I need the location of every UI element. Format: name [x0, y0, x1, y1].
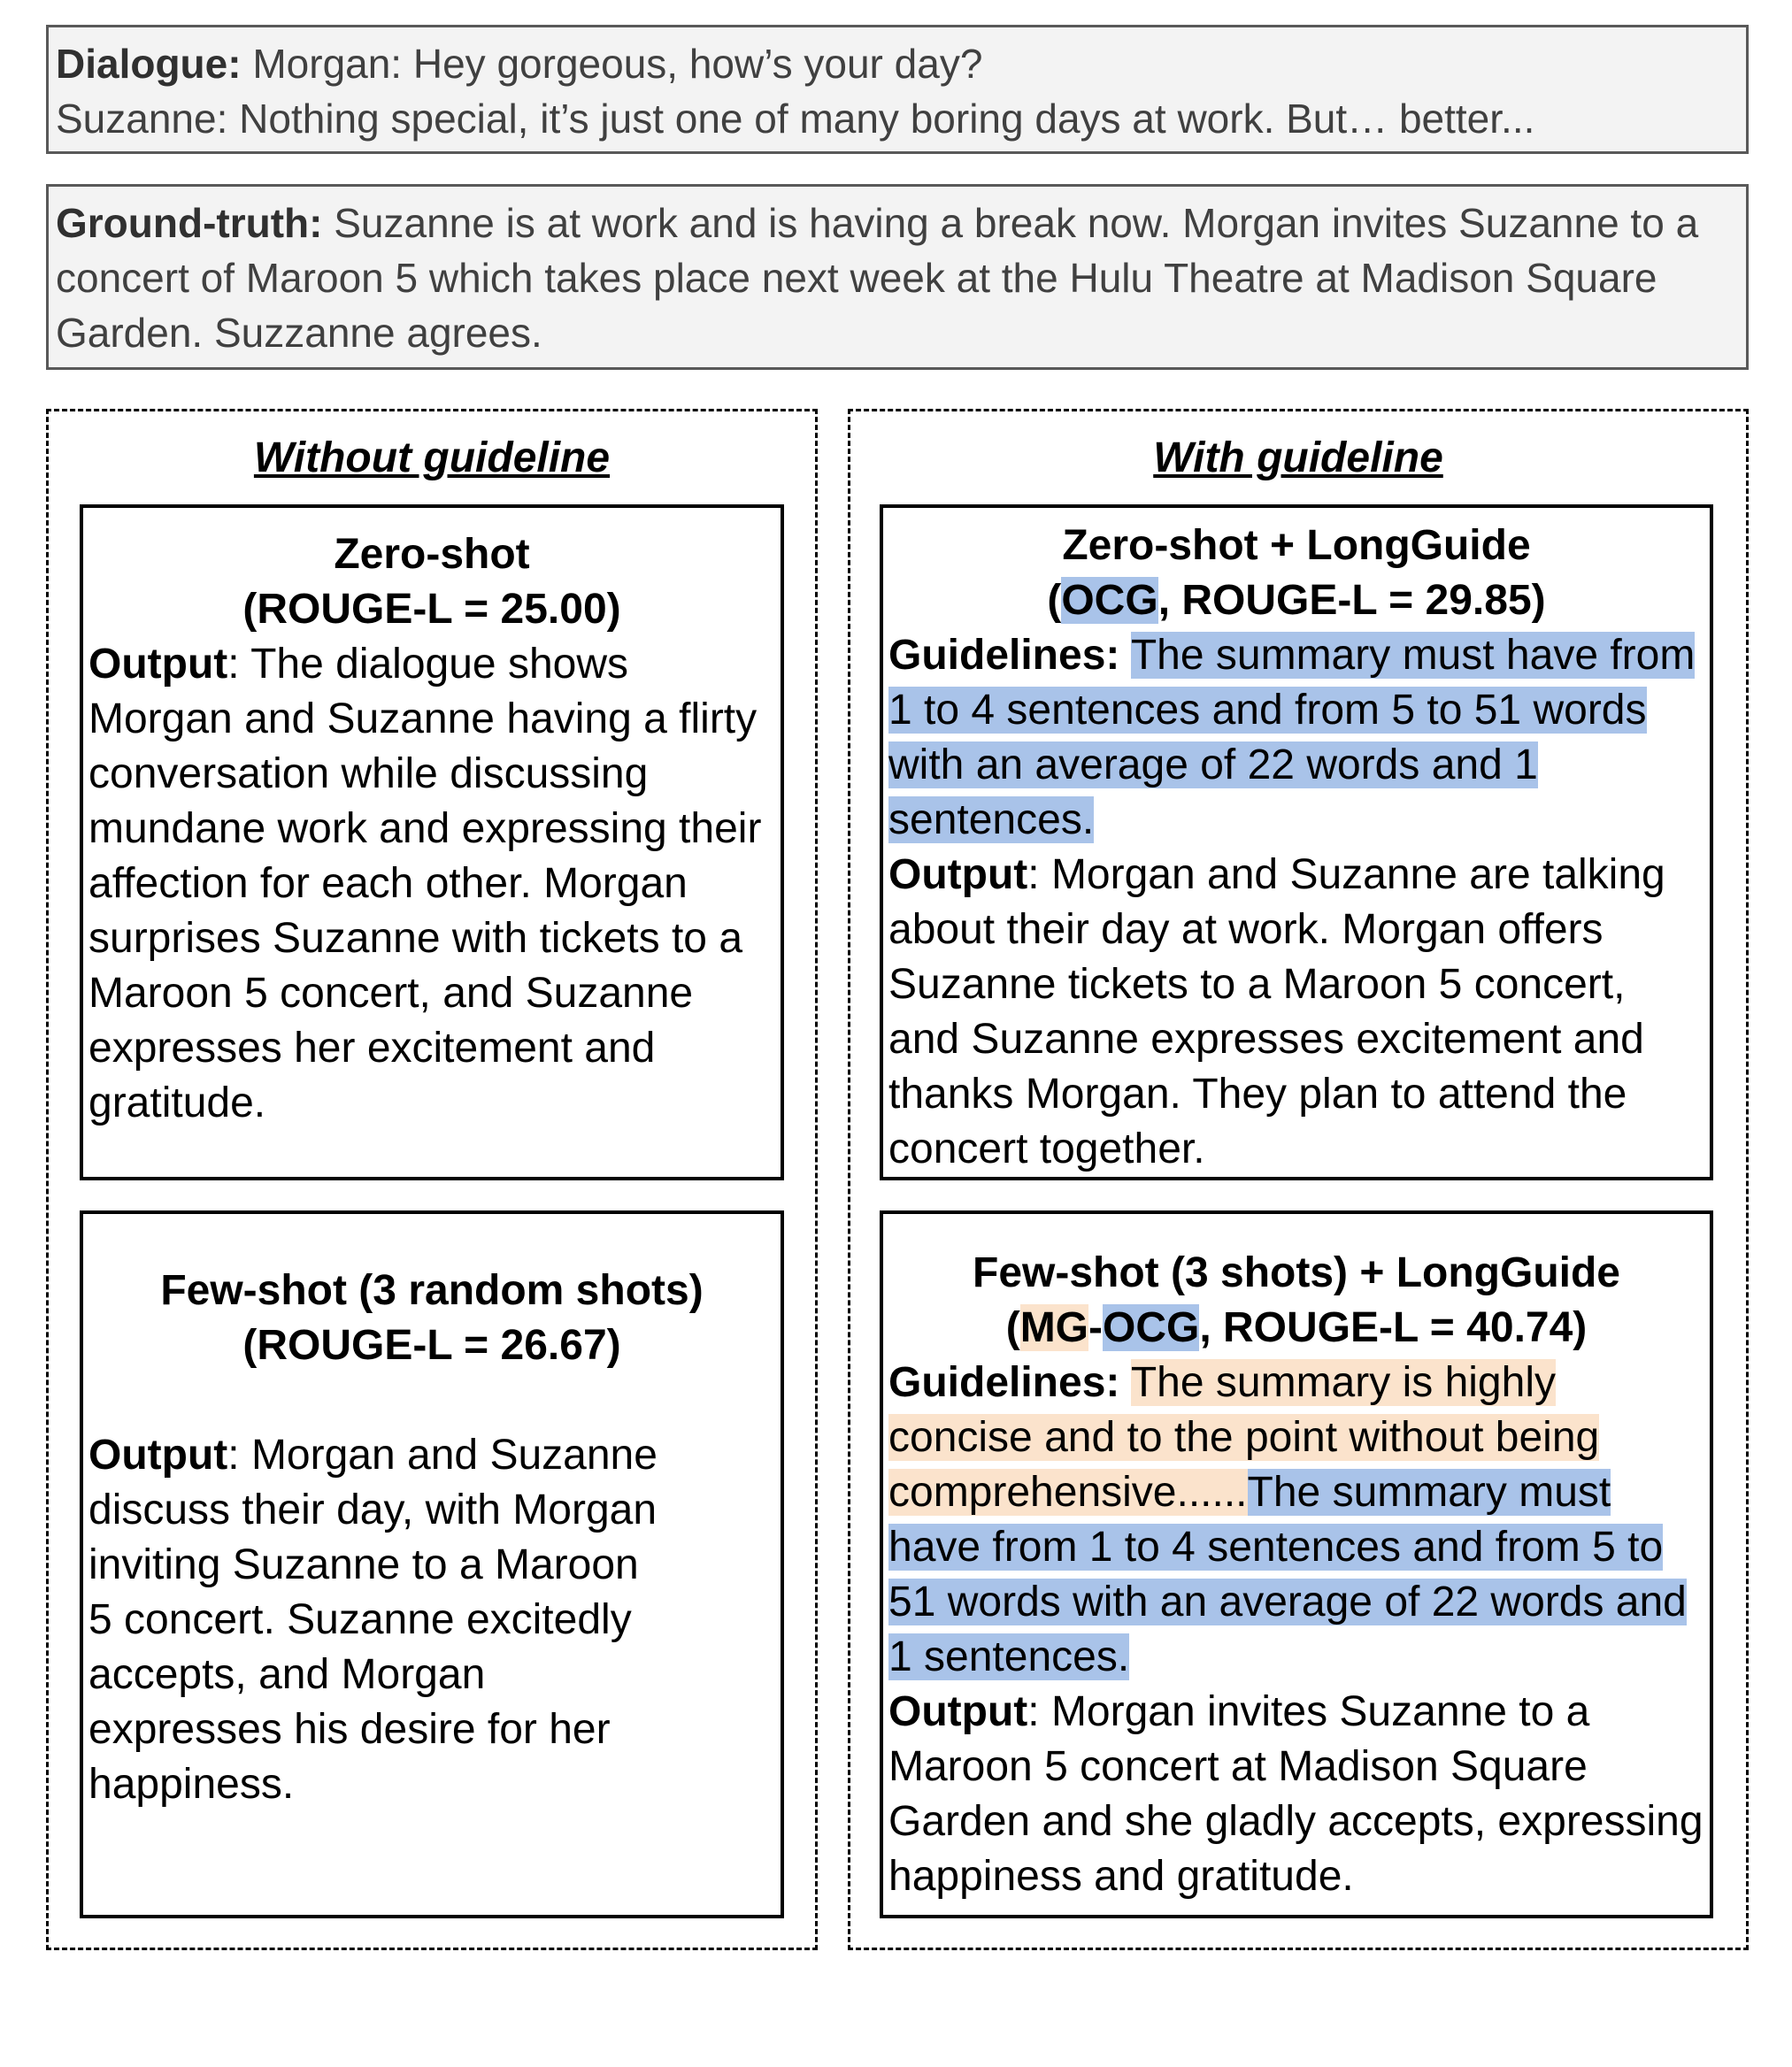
dialogue-label: Dialogue:	[56, 41, 242, 87]
paren-open: (	[1005, 1304, 1020, 1351]
dialogue-line-2: Suzanne: Nothing special, it’s just one of many boring days at work. But… better...	[56, 96, 1535, 142]
output-label: Output	[88, 1432, 228, 1479]
few-shot-card	[80, 1210, 784, 1918]
few-shot-longguide-score	[888, 1301, 1704, 1356]
zero-shot-longguide-output-text: : Morgan and Suzanne are talking about their day at work. Morgan offers Suzanne tickets to a Maroon 5 concert, and Suzanne expresses excitement and thanks Morgan. They plan to attend the concert together.	[888, 851, 1665, 1172]
score-text: , ROUGE-L = 40.74)	[1199, 1304, 1588, 1351]
ocg-tag: OCG	[1061, 577, 1158, 624]
score-text: , ROUGE-L = 29.85)	[1157, 577, 1546, 624]
without-guideline-title: Without guideline	[253, 434, 611, 481]
few-shot-longguide-output-text: : Morgan invites Suzanne to a Maroon 5 concert at Madison Square Garden and she gladly accepts, expressing happiness and gratitude.	[888, 1688, 1704, 1900]
few-shot-longguide-card	[880, 1210, 1713, 1918]
ground-truth-label: Ground-truth:	[56, 200, 323, 246]
ocg-guideline-text: The summary must have from 1 to 4 sentences and from 5 to 51 words with an average of 22 words and 1 sentences.	[888, 632, 1696, 843]
zero-shot-longguide-card	[880, 504, 1713, 1180]
few-shot-score: (ROUGE-L = 26.67)	[242, 1322, 621, 1369]
mg-tag: MG	[1019, 1304, 1089, 1351]
ocg-guideline-text: The summary must have from 1 to 4 sentences and from 5 to 51 words with an average of 22 words and 1 sentences.	[888, 1469, 1687, 1680]
tag-dash: -	[1088, 1304, 1103, 1351]
few-shot-longguide-output	[888, 1685, 1704, 1904]
dialogue-box	[46, 25, 1749, 154]
ground-truth-text: Suzanne is at work and is having a break now. Morgan invites Suzanne to a concert of Maroon 5 which takes place next week at the Hulu Theatre at Madison Square Garden. Suzzanne agrees.	[56, 200, 1699, 356]
zero-shot-longguide-score	[888, 573, 1704, 628]
guidelines-label: Guidelines:	[888, 632, 1120, 679]
guidelines-space	[1119, 632, 1130, 679]
output-label: Output	[88, 641, 228, 688]
dialogue-morgan-text: Morgan: Hey gorgeous, how’s your day?	[241, 41, 983, 87]
output-label: Output	[888, 1688, 1028, 1735]
zero-shot-heading: Zero-shot	[334, 531, 530, 578]
dialogue-line-1	[56, 36, 1739, 91]
with-guideline-title: With guideline	[1153, 434, 1443, 481]
guidelines-space	[1119, 1359, 1130, 1406]
ground-truth-box	[46, 184, 1749, 370]
zero-shot-output	[88, 637, 775, 1131]
zero-shot-longguide-guidelines	[888, 628, 1704, 848]
ocg-tag: OCG	[1103, 1304, 1200, 1351]
zero-shot-score: (ROUGE-L = 25.00)	[242, 586, 621, 633]
few-shot-output-text: : Morgan and Suzanne discuss their day, with Morgan inviting Suzanne to a Maroon 5 concert. Suzanne excitedly accepts, and Morgan expresses his desire for her happiness.	[88, 1432, 658, 1808]
zero-shot-longguide-output	[888, 848, 1704, 1177]
output-label: Output	[888, 851, 1028, 898]
zero-shot-card	[80, 504, 784, 1180]
few-shot-heading: Few-shot (3 random shots)	[160, 1267, 704, 1314]
zero-shot-output-text: : The dialogue shows Morgan and Suzanne having a flirty conversation while discussing mundane work and expressing their affection for each other. Morgan surprises Suzanne with tickets to a Maroon 5 concert, and Suzanne expresses her excitement and gratitude.	[88, 641, 762, 1126]
few-shot-longguide-heading: Few-shot (3 shots) + LongGuide	[973, 1249, 1620, 1296]
mg-guideline-text: The summary is highly concise and to the point without being comprehensive......	[888, 1359, 1600, 1516]
few-shot-output	[88, 1428, 775, 1812]
zero-shot-longguide-heading: Zero-shot + LongGuide	[1062, 522, 1531, 569]
guidelines-label: Guidelines:	[888, 1359, 1120, 1406]
few-shot-longguide-guidelines	[888, 1356, 1704, 1685]
paren-open: (	[1047, 577, 1062, 624]
